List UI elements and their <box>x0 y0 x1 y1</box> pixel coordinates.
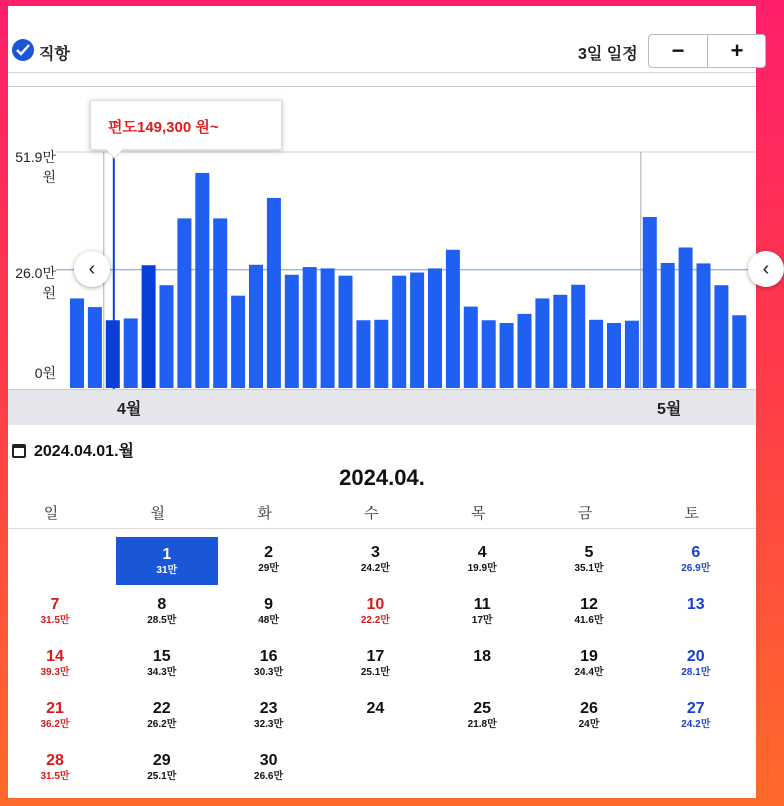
day-price: 29만 <box>258 563 279 574</box>
y-tick-mid: 26.0만원 <box>15 265 56 301</box>
day-price: 32.3만 <box>254 719 284 730</box>
price-bar[interactable] <box>553 295 567 388</box>
month-label-april[interactable]: 4월 <box>117 401 142 418</box>
day-number: 17 <box>366 648 385 665</box>
day-number: 4 <box>477 544 487 561</box>
price-bar[interactable] <box>285 275 299 388</box>
calendar-day[interactable] <box>643 691 749 741</box>
calendar-day[interactable] <box>216 535 322 585</box>
selected-date-text: 2024.04.01.월 <box>34 443 134 460</box>
calendar-day[interactable] <box>2 639 108 689</box>
day-number: 10 <box>366 596 385 613</box>
day-price: 34.3만 <box>147 667 177 678</box>
day-number: 21 <box>46 700 64 717</box>
calendar-day[interactable] <box>536 639 642 689</box>
price-bar[interactable] <box>321 268 335 388</box>
price-bar[interactable] <box>410 273 424 388</box>
calendar-day[interactable] <box>429 691 535 741</box>
price-bar[interactable] <box>374 320 388 388</box>
price-bar[interactable] <box>697 263 711 388</box>
price-bar[interactable] <box>589 320 603 388</box>
day-price: 39.3만 <box>40 667 70 678</box>
y-tick-max: 51.9만원 <box>15 149 56 185</box>
day-number: 3 <box>370 544 380 561</box>
direct-flight-label[interactable]: 직항 <box>39 46 70 63</box>
price-bar[interactable] <box>160 285 174 388</box>
price-bar[interactable] <box>356 320 370 388</box>
day-price: 24.2만 <box>360 563 390 574</box>
check-icon <box>16 44 30 56</box>
calendar-day[interactable] <box>216 691 322 741</box>
day-price: 24만 <box>578 719 600 730</box>
day-number: 5 <box>584 544 594 561</box>
calendar-day[interactable] <box>536 691 642 741</box>
day-number: 12 <box>580 596 598 613</box>
price-bar[interactable] <box>518 314 532 388</box>
day-number: 23 <box>259 700 278 717</box>
price-chart <box>8 86 770 424</box>
day-price: 26.2만 <box>147 719 177 730</box>
price-bar[interactable] <box>661 263 675 388</box>
calendar-icon <box>12 444 26 458</box>
calendar-day[interactable] <box>2 743 108 793</box>
price-bar[interactable] <box>732 315 746 388</box>
calendar-day[interactable] <box>109 743 215 793</box>
month-label-may[interactable]: 5월 <box>657 401 682 418</box>
price-bar[interactable] <box>500 323 514 388</box>
price-bar[interactable] <box>607 323 621 388</box>
day-number: 16 <box>259 648 278 665</box>
calendar-day[interactable] <box>322 691 428 741</box>
weekday-0: 일 <box>43 505 59 522</box>
day-number: 22 <box>152 700 171 717</box>
price-tooltip <box>90 100 282 150</box>
calendar-day[interactable] <box>536 535 642 585</box>
calendar-day[interactable] <box>322 535 428 585</box>
day-price: 19.9만 <box>467 563 497 574</box>
calendar-day[interactable] <box>109 587 215 637</box>
chevron-left-icon-partial: ‹ <box>762 258 770 280</box>
weekday-4: 목 <box>470 505 486 522</box>
price-bar[interactable] <box>428 268 442 388</box>
price-bar[interactable] <box>88 307 102 388</box>
day-number: 11 <box>473 596 491 613</box>
day-price: 28.5만 <box>147 615 177 626</box>
day-number: 1 <box>162 546 172 563</box>
day-number: 27 <box>686 700 705 717</box>
day-number: 29 <box>152 752 171 769</box>
calendar-day[interactable] <box>2 691 108 741</box>
app-frame <box>8 6 770 798</box>
month-axis <box>8 389 756 425</box>
day-price: 30.3만 <box>254 667 284 678</box>
price-bar[interactable] <box>679 247 693 388</box>
price-bar[interactable] <box>625 321 639 388</box>
price-bar[interactable] <box>124 318 138 388</box>
day-number: 14 <box>46 648 64 665</box>
calendar-day[interactable] <box>216 639 322 689</box>
weekday-3: 수 <box>364 505 379 522</box>
day-number: 25 <box>473 700 492 717</box>
filter-row <box>8 28 756 73</box>
day-number: 2 <box>264 544 274 561</box>
price-bar[interactable] <box>643 217 657 388</box>
price-bar[interactable] <box>571 285 585 388</box>
day-number: 18 <box>473 648 492 665</box>
day-price: 24.4만 <box>574 667 604 678</box>
day-number: 20 <box>686 648 705 665</box>
calendar-day[interactable] <box>109 691 215 741</box>
day-price: 28.1만 <box>681 667 711 678</box>
day-number: 9 <box>264 596 274 613</box>
weekday-header <box>8 498 756 529</box>
day-price: 31만 <box>156 565 178 576</box>
calendar-day[interactable] <box>216 587 322 637</box>
day-price: 25.1만 <box>360 667 390 678</box>
chart-next-button[interactable] <box>748 251 784 287</box>
selected-date <box>12 438 134 461</box>
weekday-1: 월 <box>150 505 166 522</box>
day-price: 36.2만 <box>40 719 70 730</box>
calendar-day[interactable] <box>643 639 749 689</box>
day-price: 21.8만 <box>467 719 497 730</box>
price-bar[interactable] <box>267 198 281 388</box>
day-number: 7 <box>50 596 60 613</box>
price-bar[interactable] <box>714 285 728 388</box>
decrease-days-button[interactable]: − <box>649 35 708 67</box>
increase-days-button[interactable]: + <box>730 38 744 63</box>
calendar-day[interactable] <box>643 535 749 585</box>
trip-days-stepper <box>648 34 766 68</box>
day-number: 28 <box>46 752 64 769</box>
chart-prev-button[interactable] <box>74 251 110 287</box>
price-bar[interactable] <box>213 218 227 388</box>
day-price: 25.1만 <box>147 771 177 782</box>
day-number: 30 <box>259 752 278 769</box>
price-bar[interactable] <box>249 265 263 388</box>
calendar-day[interactable] <box>429 587 535 637</box>
day-number: 13 <box>686 596 705 613</box>
price-bar[interactable] <box>482 320 496 388</box>
price-bar[interactable] <box>339 276 353 388</box>
day-price: 26.9만 <box>681 563 711 574</box>
day-price: 41.6만 <box>574 615 604 626</box>
weekday-5: 금 <box>577 505 593 522</box>
price-bar[interactable] <box>303 267 317 388</box>
price-bar[interactable] <box>392 276 406 388</box>
price-bar[interactable] <box>446 250 460 388</box>
trip-days-label: 3일 일정 <box>578 46 638 63</box>
calendar-day[interactable] <box>216 743 322 793</box>
calendar-day[interactable] <box>429 639 535 689</box>
day-number: 19 <box>580 648 598 665</box>
price-bar[interactable] <box>535 298 549 388</box>
day-price: 48만 <box>258 615 279 626</box>
direct-flight-checkbox[interactable] <box>12 39 34 61</box>
day-number: 26 <box>580 700 598 717</box>
calendar-day[interactable] <box>643 587 749 637</box>
price-bar[interactable] <box>195 173 209 388</box>
day-price: 26.6만 <box>254 771 284 782</box>
price-bar[interactable] <box>231 296 245 388</box>
calendar-day[interactable] <box>109 639 215 689</box>
top-cut-strip <box>8 6 756 29</box>
y-tick-zero: 0원 <box>34 365 56 381</box>
price-bar[interactable] <box>177 218 191 388</box>
day-price: 17만 <box>471 615 493 626</box>
weekday-2: 화 <box>257 505 272 522</box>
calendar-day[interactable] <box>536 587 642 637</box>
day-number: 8 <box>157 596 167 613</box>
calendar-day[interactable] <box>116 537 218 585</box>
day-price: 31.5만 <box>40 771 70 782</box>
calendar-month-title: 2024.04. <box>339 465 425 490</box>
day-price: 31.5만 <box>40 615 70 626</box>
calendar-day[interactable] <box>2 587 108 637</box>
chevron-left-icon: ‹ <box>88 258 96 280</box>
calendar-day[interactable] <box>322 587 428 637</box>
calendar-day[interactable] <box>429 535 535 585</box>
day-price: 35.1만 <box>574 563 604 574</box>
day-number: 15 <box>152 648 171 665</box>
price-bar[interactable] <box>464 307 478 388</box>
price-bar[interactable] <box>142 265 156 388</box>
tooltip-price: 편도149,300 원~ <box>108 119 219 136</box>
day-price: 24.2만 <box>681 719 711 730</box>
weekday-6: 토 <box>684 505 700 522</box>
day-price: 22.2만 <box>360 615 390 626</box>
day-number: 24 <box>366 700 385 717</box>
price-bar[interactable] <box>70 298 84 388</box>
day-number: 6 <box>691 544 701 561</box>
calendar-day[interactable] <box>322 639 428 689</box>
